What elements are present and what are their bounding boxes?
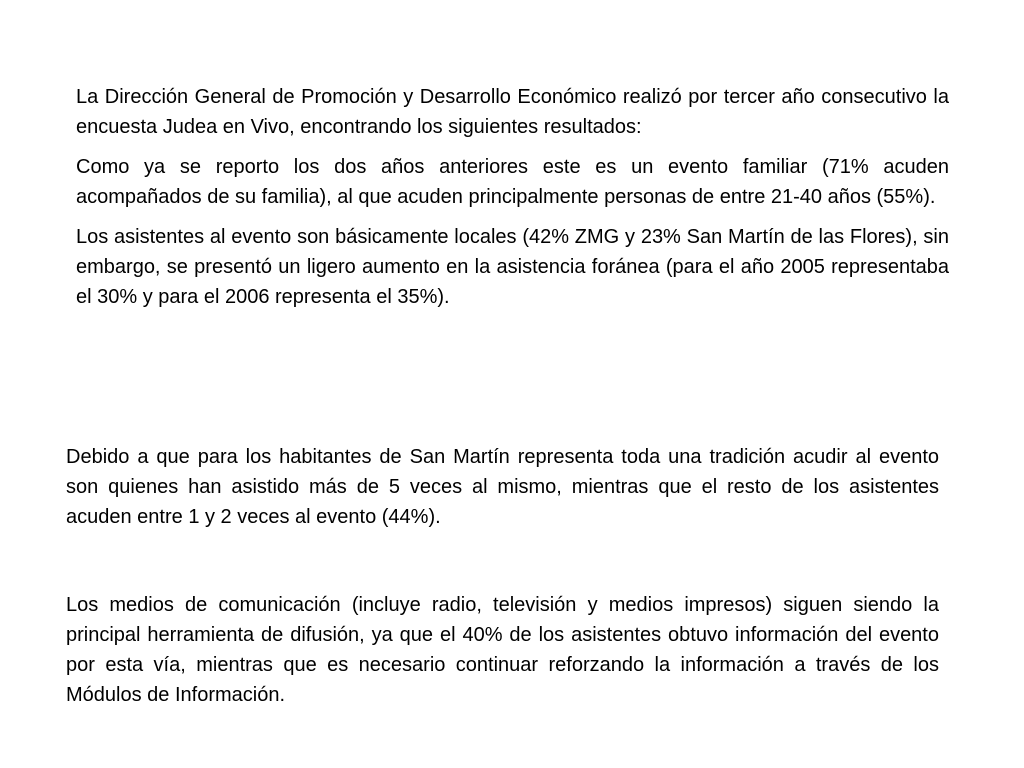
attendee-origin-paragraph: Los asistentes al evento son básicamente locales (42% ZMG y 23% San Martín de las Flores), sin embargo, se presentó un ligero aumento en la asistencia foránea (para el año 2005 representaba el 30% y para el 2006 representa el 35%). xyxy=(76,226,949,308)
intro-paragraph: La Dirección General de Promoción y Desarrollo Económico realizó por tercer año consecutivo la encuesta Judea en Vivo, encontrando los siguientes resultados: xyxy=(76,86,949,138)
survey-results-text-block xyxy=(76,82,949,312)
media-paragraph: Los medios de comunicación (incluye radio, televisión y medios impresos) siguen siendo la principal herramienta de difusión, ya que el 40% de los asistentes obtuvo información del evento por esta vía, mientras que es necesario continuar reforzando la información a través de los Módulos de Información. xyxy=(66,594,939,706)
tradition-paragraph: Debido a que para los habitantes de San Martín representa toda una tradición acudir al evento son quienes han asistido más de 5 veces al mismo, mientras que el resto de los asistentes acuden entre 1 y 2 veces al evento (44%). xyxy=(66,446,939,528)
media-text-block xyxy=(66,590,939,710)
tradition-text-block xyxy=(66,442,939,532)
family-event-paragraph: Como ya se reporto los dos años anteriores este es un evento familiar (71% acuden acompañados de su familia), al que acuden principalmente personas de entre 21-40 años (55%). xyxy=(76,156,949,208)
